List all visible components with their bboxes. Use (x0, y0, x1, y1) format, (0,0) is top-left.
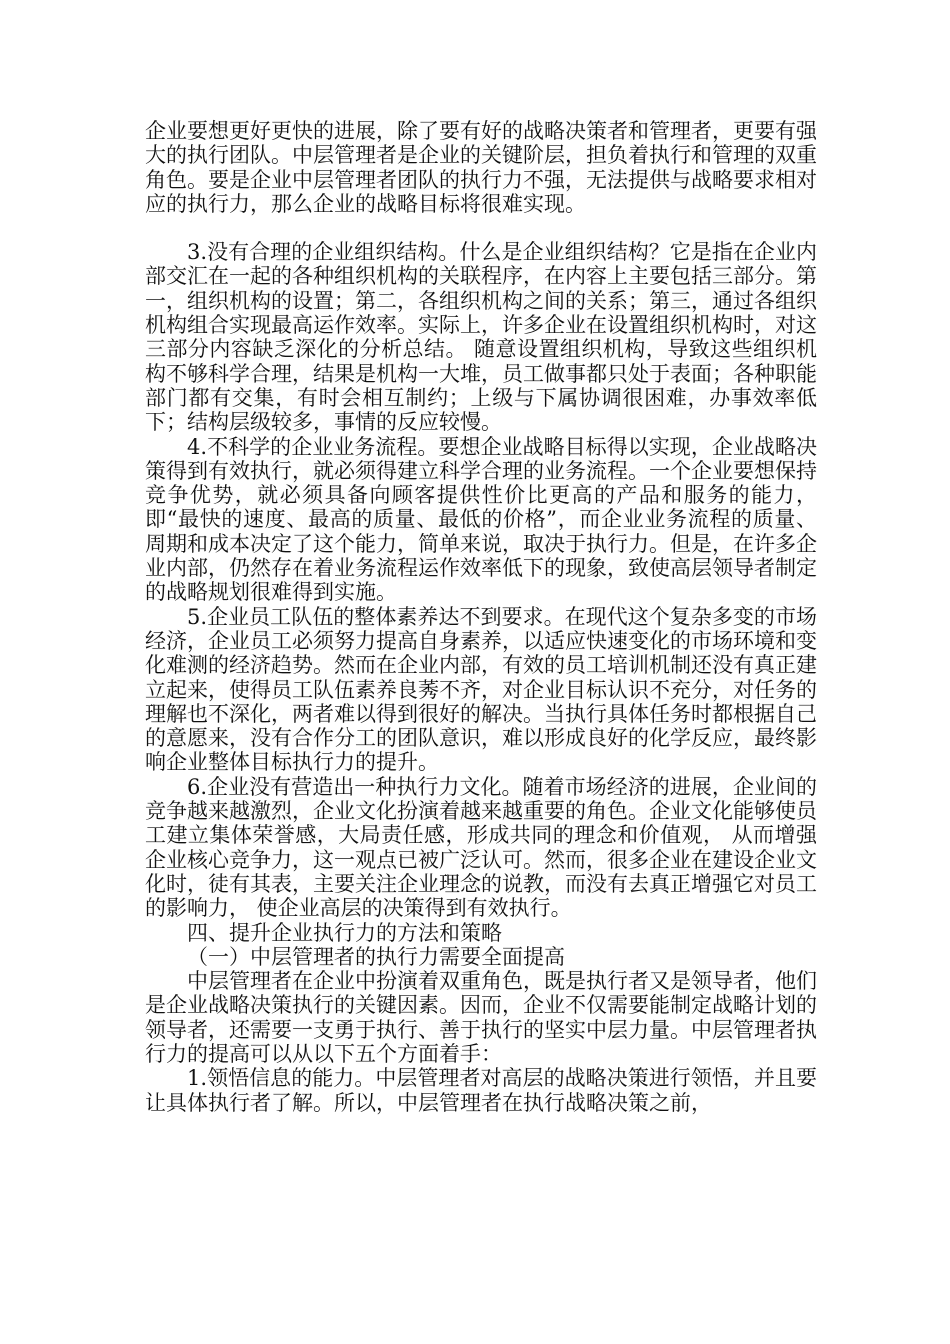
paragraph-comprehension-ability: 1.领悟信息的能力。中层管理者对高层的战略决策进行领悟，并且要让具体执行者了解。所以，中层管理者在执行战略决策之前， (145, 1066, 817, 1115)
section-heading-4: 四、提升企业执行力的方法和策略 (187, 920, 502, 945)
document-page (145, 119, 817, 1115)
paragraph-middle-managers: 中层管理者在企业中扮演着双重角色，既是执行者又是领导者，他们是企业战略决策执行的关键因素。因而，企业不仅需要能制定战略计划的领导者，还需要一支勇于执行、善于执行的坚实中层力量。中层管理者执行力的提高可以从以下五个方面着手： (145, 969, 817, 1066)
paragraph-org-structure: 3.没有合理的企业组织结构。什么是企业组织结构？它是指在企业内部交汇在一起的各种组织机构的关联程序，在内容上主要包括三部分。第一，组织机构的设置；第二，各组织机构之间的关系；第三，通过各组织机构组合实现最高运作效率。实际上，许多企业在设置组织机构时，对这三部分内容缺乏深化的分析总结。 随意设置组织机构，导致这些组织机构不够科学合理，结果是机构一大堆，员工做事都只处于表面；各种职能部门都有交集，有时会相互制约；上级与下属协调很困难，办事效率低下；结构层级较多，事情的反应较慢。 (145, 240, 817, 435)
paragraph-staff-quality: 5.企业员工队伍的整体素养达不到要求。在现代这个复杂多变的市场经济，企业员工必须努力提高自身素养，以适应快速变化的市场环境和变化难测的经济趋势。然而在企业内部，有效的员工培训机制还没有真正建立起来，使得员工队伍素养良莠不齐，对企业目标认识不充分，对任务的理解也不深化，两者难以得到很好的解决。当执行具体任务时都根据自己的意愿来，没有合作分工的团队意识，难以形成良好的化学反应，最终影响企业整体目标执行力的提升。 (145, 604, 817, 775)
subsection-heading-1: （一）中层管理者的执行力需要全面提高 (187, 944, 565, 969)
paragraph-business-process: 4.不科学的企业业务流程。要想企业战略目标得以实现，企业战略决策得到有效执行，就必须得建立科学合理的业务流程。一个企业要想保持竞争优势，就必须具备向顾客提供性价比更高的产品和服务的能力，即“最快的速度、最高的质量、最低的价格”，而企业业务流程的质量、周期和成本决定了这个能力，简单来说，取决于执行力。但是，在许多企业内部，仍然存在着业务流程运作效率低下的现象，致使高层领导者制定的战略规划很难得到实施。 (145, 434, 817, 605)
paragraph-intro: 企业要想更好更快的进展，除了要有好的战略决策者和管理者，更要有强大的执行团队。中层管理者是企业的关键阶层，担负着执行和管理的双重角色。要是企业中层管理者团队的执行力不强，无法提供与战略要求相对应的执行力，那么企业的战略目标将很难实现。 (145, 119, 817, 216)
paragraph-execution-culture: 6.企业没有营造出一种执行力文化。随着市场经济的进展，企业间的竞争越来越激烈，企业文化扮演着越来越重要的角色。企业文化能够使员工建立集体荣誉感，大局责任感，形成共同的理念和价值观， 从而增强企业核心竞争力，这一观点已被广泛认可。然而，很多企业在建设企业文化时，徒有其表，主要关注企业理念的说教，而没有去真正增强它对员工的影响力， 使企业高层的决策得到有效执行。 (145, 774, 817, 921)
